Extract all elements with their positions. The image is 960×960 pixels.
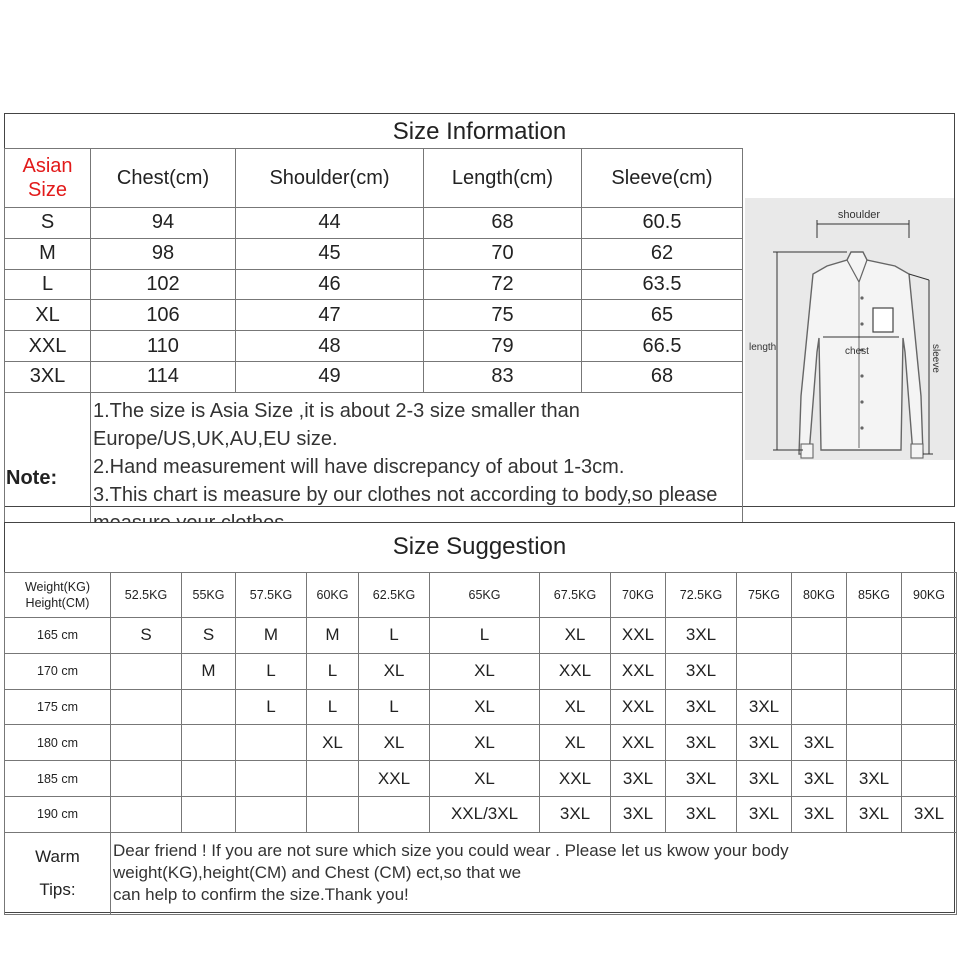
suggested-size-cell: 3XL: [666, 761, 737, 797]
weight-header-cell: 65KG: [430, 573, 540, 618]
suggested-size-cell: [902, 689, 957, 725]
suggested-size-cell: L: [359, 618, 430, 654]
suggested-size-cell: [182, 761, 236, 797]
size-suggestion-panel: [4, 522, 955, 913]
size-label-cell: S: [5, 208, 91, 239]
shoulder-header: Shoulder(cm): [236, 149, 424, 208]
length-header: Length(cm): [424, 149, 582, 208]
suggested-size-cell: XXL: [611, 653, 666, 689]
suggested-size-cell: [111, 796, 182, 832]
measurement-cell: 68: [424, 208, 582, 239]
suggested-size-cell: [182, 725, 236, 761]
suggested-size-cell: 3XL: [737, 761, 792, 797]
height-row: [5, 689, 957, 725]
measurement-cell: 44: [236, 208, 424, 239]
size-row: [5, 238, 743, 269]
suggested-size-cell: L: [236, 689, 307, 725]
suggested-size-cell: [111, 725, 182, 761]
weight-kg-label: Weight(KG): [24, 580, 91, 594]
suggested-size-cell: XXL/3XL: [430, 796, 540, 832]
weight-header-cell: 70KG: [611, 573, 666, 618]
shirt-measurement-diagram: [743, 148, 956, 507]
warm-tips-line1: Warm: [35, 847, 80, 867]
sleeve-header: Sleeve(cm): [582, 149, 743, 208]
height-row: [5, 653, 957, 689]
measurement-cell: 83: [424, 361, 582, 392]
suggested-size-cell: 3XL: [737, 689, 792, 725]
suggested-size-cell: L: [430, 618, 540, 654]
suggested-size-cell: M: [182, 653, 236, 689]
suggested-size-cell: 3XL: [666, 689, 737, 725]
suggested-size-cell: 3XL: [792, 725, 847, 761]
suggested-size-cell: [111, 653, 182, 689]
height-label-cell: 185 cm: [5, 761, 111, 797]
suggested-size-cell: [847, 725, 902, 761]
left-cuff: [801, 444, 813, 458]
suggested-size-cell: XL: [307, 725, 359, 761]
suggested-size-cell: S: [111, 618, 182, 654]
suggested-size-cell: [236, 796, 307, 832]
suggested-size-cell: 3XL: [540, 796, 611, 832]
shirt-diagram-cell: [742, 148, 956, 507]
suggested-size-cell: 3XL: [611, 761, 666, 797]
weight-header-cell: 85KG: [847, 573, 902, 618]
suggested-size-cell: 3XL: [737, 796, 792, 832]
weight-header-cell: 52.5KG: [111, 573, 182, 618]
suggested-size-cell: [902, 653, 957, 689]
suggested-size-cell: XL: [430, 761, 540, 797]
size-label-cell: L: [5, 269, 91, 300]
height-row: [5, 796, 957, 832]
suggested-size-cell: XXL: [611, 618, 666, 654]
weight-header-cell: 55KG: [182, 573, 236, 618]
suggested-size-cell: L: [307, 653, 359, 689]
measurement-cell: 63.5: [582, 269, 743, 300]
warm-tips-text: [111, 832, 957, 914]
size-row: [5, 331, 743, 362]
height-label-cell: 165 cm: [5, 618, 111, 654]
suggested-size-cell: XXL: [359, 761, 430, 797]
measurement-cell: 65: [582, 300, 743, 331]
suggested-size-cell: M: [307, 618, 359, 654]
measurement-cell: 110: [91, 331, 236, 362]
size-information-panel: [4, 113, 955, 507]
suggested-size-cell: 3XL: [666, 796, 737, 832]
suggested-size-cell: 3XL: [847, 761, 902, 797]
tips-line-1: Dear friend ! If you are not sure which size you could wear . Please let us kwow your body weight(KG),height(CM) and Chest (CM) ect,so that we: [113, 841, 789, 883]
measurement-cell: 114: [91, 361, 236, 392]
suggested-size-cell: [902, 761, 957, 797]
suggested-size-cell: 3XL: [737, 725, 792, 761]
size-label-cell: 3XL: [5, 361, 91, 392]
suggested-size-cell: 3XL: [792, 761, 847, 797]
suggested-size-cell: [847, 618, 902, 654]
size-suggestion-title: Size Suggestion: [392, 533, 567, 560]
suggested-size-cell: XXL: [540, 653, 611, 689]
measurement-cell: 70: [424, 238, 582, 269]
chest-label: chest: [845, 346, 869, 357]
weight-header-cell: 60KG: [307, 573, 359, 618]
size-row: [5, 269, 743, 300]
measurement-cell: 94: [91, 208, 236, 239]
suggested-size-cell: 3XL: [902, 796, 957, 832]
suggested-size-cell: 3XL: [792, 796, 847, 832]
suggested-size-cell: [737, 653, 792, 689]
suggested-size-cell: XXL: [611, 725, 666, 761]
measurement-cell: 102: [91, 269, 236, 300]
warm-tips-label: [5, 832, 111, 914]
warm-tips-row: [5, 832, 957, 914]
suggested-size-cell: XL: [540, 689, 611, 725]
suggested-size-cell: [902, 618, 957, 654]
suggested-size-cell: [792, 689, 847, 725]
measurement-cell: 106: [91, 300, 236, 331]
suggested-size-cell: 3XL: [847, 796, 902, 832]
note-line-3: 3.This chart is measure by our clothes not according to body,so please: [93, 483, 718, 506]
suggested-size-cell: [792, 653, 847, 689]
suggested-size-cell: L: [307, 689, 359, 725]
suggested-size-cell: L: [236, 653, 307, 689]
suggested-size-cell: XL: [540, 618, 611, 654]
suggested-size-cell: [359, 796, 430, 832]
weight-header-cell: 90KG: [902, 573, 957, 618]
height-row: [5, 725, 957, 761]
size-label-cell: XL: [5, 300, 91, 331]
weight-height-corner: [5, 573, 111, 618]
right-cuff: [911, 444, 923, 458]
height-label-cell: 190 cm: [5, 796, 111, 832]
suggested-size-cell: [111, 761, 182, 797]
suggested-size-cell: [236, 761, 307, 797]
suggested-size-cell: [737, 618, 792, 654]
suggested-size-cell: [847, 653, 902, 689]
suggested-size-cell: XL: [540, 725, 611, 761]
size-row: [5, 361, 743, 392]
height-label-cell: 175 cm: [5, 689, 111, 725]
suggested-size-cell: [182, 689, 236, 725]
measurement-cell: 79: [424, 331, 582, 362]
tips-line-2: can help to confirm the size.Thank you!: [113, 885, 409, 905]
size-information-title: Size Information: [392, 118, 567, 145]
size-suggestion-table: [4, 572, 957, 915]
suggested-size-cell: L: [359, 689, 430, 725]
measurement-cell: 49: [236, 361, 424, 392]
suggested-size-cell: S: [182, 618, 236, 654]
height-row: [5, 761, 957, 797]
suggested-size-cell: [307, 761, 359, 797]
size-header-row: [5, 149, 743, 208]
suggested-size-cell: [182, 796, 236, 832]
measurement-cell: 66.5: [582, 331, 743, 362]
measurement-cell: 72: [424, 269, 582, 300]
suggested-size-cell: XXL: [540, 761, 611, 797]
size-label-cell: XXL: [5, 331, 91, 362]
suggested-size-cell: 3XL: [666, 653, 737, 689]
height-label-cell: 170 cm: [5, 653, 111, 689]
suggested-size-cell: M: [236, 618, 307, 654]
suggested-size-cell: [307, 796, 359, 832]
shoulder-label: shoulder: [837, 209, 881, 221]
asian-size-line1: Asian: [22, 155, 73, 177]
note-line-1: 1.The size is Asia Size ,it is about 2-3 size smaller than Europe/US,UK,AU,EU size.: [93, 399, 580, 450]
suggested-size-cell: XXL: [611, 689, 666, 725]
measurement-cell: 98: [91, 238, 236, 269]
height-row: [5, 618, 957, 654]
measurement-cell: 60.5: [582, 208, 743, 239]
height-label-cell: 180 cm: [5, 725, 111, 761]
suggested-size-cell: 3XL: [666, 725, 737, 761]
asian-size-header: [5, 149, 91, 208]
size-row: [5, 208, 743, 239]
suggested-size-cell: [792, 618, 847, 654]
weight-header-cell: 57.5KG: [236, 573, 307, 618]
weight-header-cell: 67.5KG: [540, 573, 611, 618]
measurement-cell: 62: [582, 238, 743, 269]
weight-header-cell: 62.5KG: [359, 573, 430, 618]
suggested-size-cell: XL: [359, 725, 430, 761]
size-row: [5, 300, 743, 331]
measurement-cell: 45: [236, 238, 424, 269]
measurement-cell: 46: [236, 269, 424, 300]
weight-header-cell: 75KG: [737, 573, 792, 618]
height-cm-label: Height(CM): [25, 596, 90, 610]
measurement-cell: 75: [424, 300, 582, 331]
size-label-cell: M: [5, 238, 91, 269]
chest-header: Chest(cm): [91, 149, 236, 208]
note-label: Note:: [5, 392, 91, 565]
weight-header-row: [5, 573, 957, 618]
suggested-size-cell: [236, 725, 307, 761]
length-label: length: [749, 342, 777, 353]
suggested-size-cell: [902, 725, 957, 761]
suggested-size-cell: 3XL: [611, 796, 666, 832]
shirt-pocket: [873, 308, 893, 332]
measurement-cell: 47: [236, 300, 424, 331]
suggested-size-cell: 3XL: [666, 618, 737, 654]
suggested-size-cell: XL: [430, 653, 540, 689]
warm-tips-line2: Tips:: [39, 880, 76, 900]
sleeve-label: sleeve: [930, 344, 941, 373]
size-information-table: [4, 148, 743, 566]
suggested-size-cell: XL: [359, 653, 430, 689]
measurement-cell: 68: [582, 361, 743, 392]
weight-header-cell: 80KG: [792, 573, 847, 618]
suggested-size-cell: [847, 689, 902, 725]
asian-size-line2: Size: [28, 179, 67, 201]
note-line-2: 2.Hand measurement will have discrepancy of about 1-3cm.: [93, 455, 625, 478]
suggested-size-cell: [111, 689, 182, 725]
measurement-cell: 48: [236, 331, 424, 362]
weight-header-cell: 72.5KG: [666, 573, 737, 618]
suggested-size-cell: XL: [430, 725, 540, 761]
suggested-size-cell: XL: [430, 689, 540, 725]
